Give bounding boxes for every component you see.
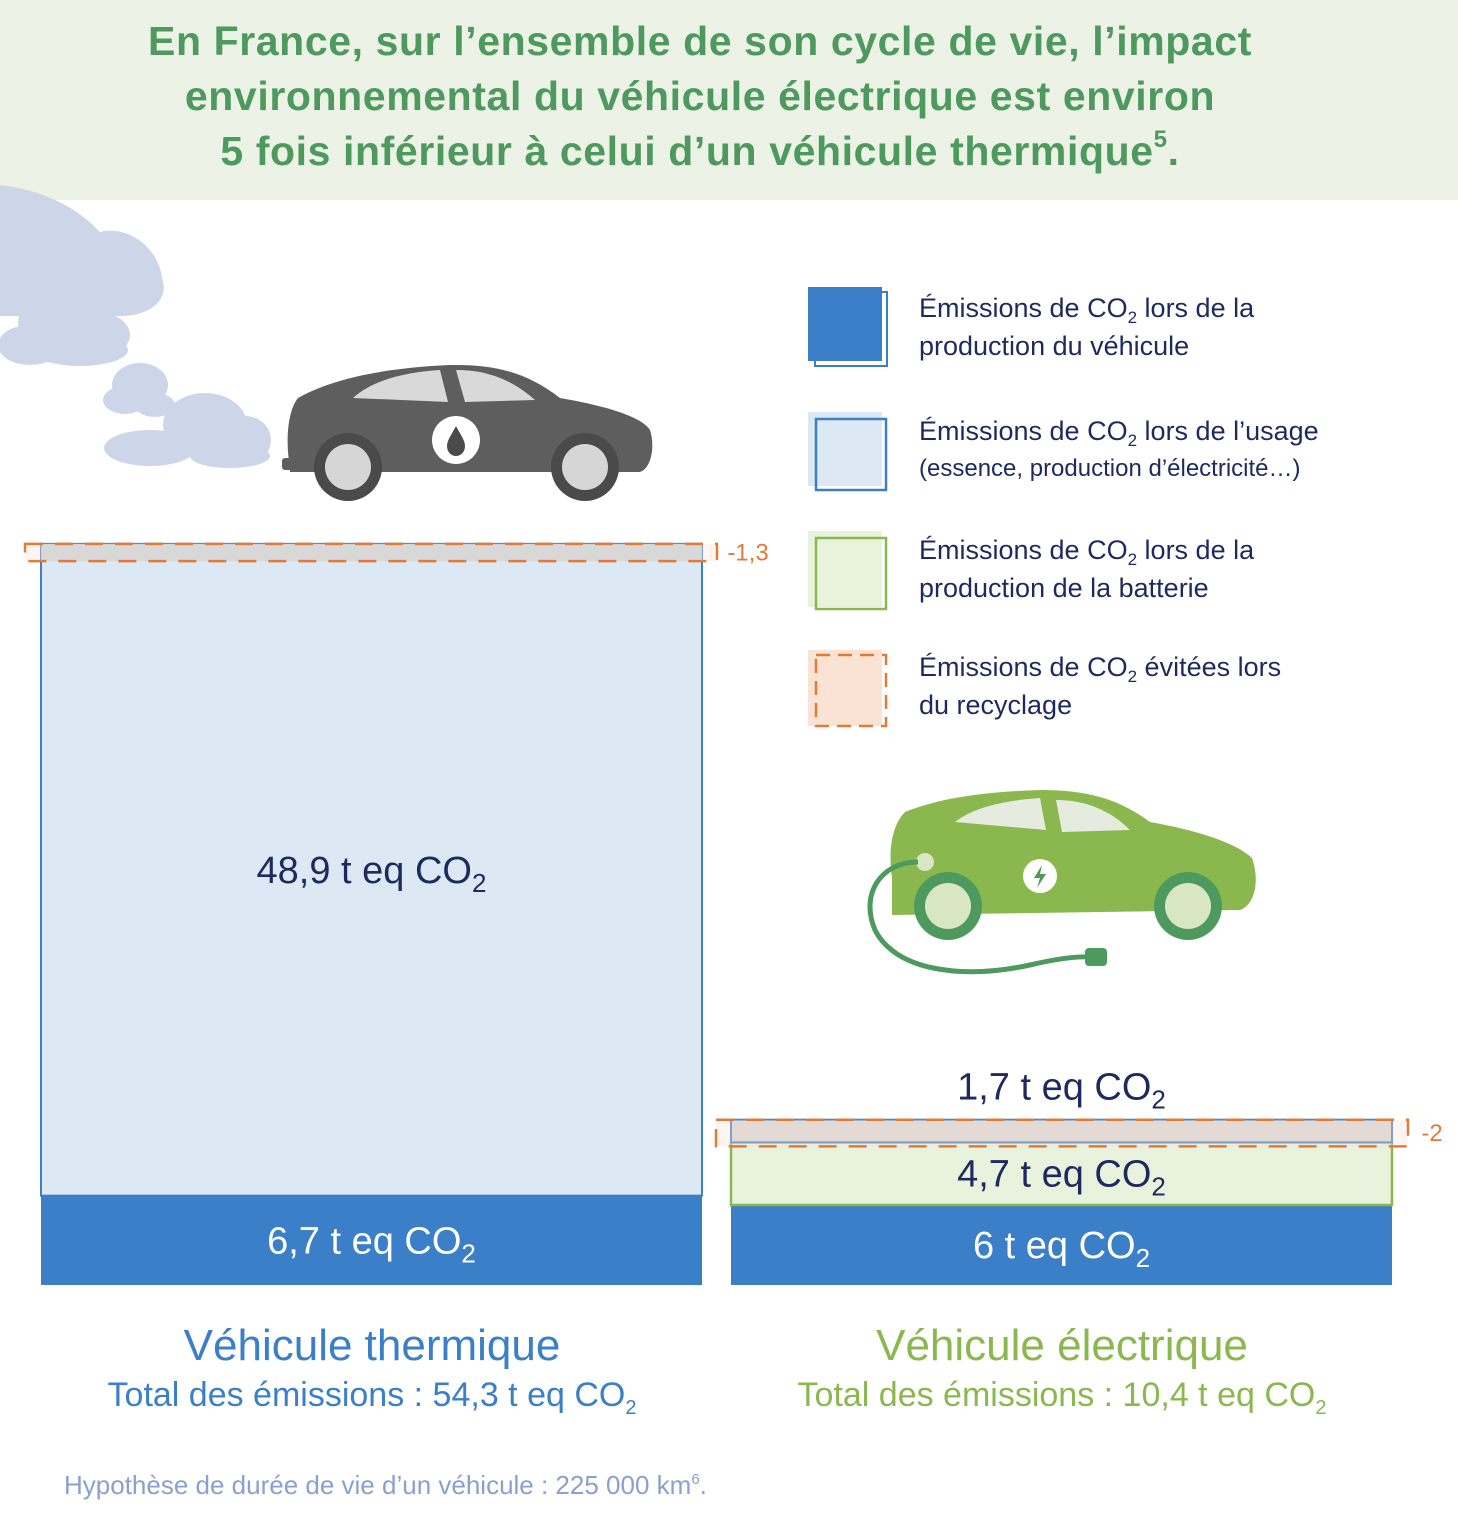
caption-total-text: Total des émissions : 54,3 t eq CO xyxy=(107,1376,626,1414)
legend-text-line2: production de la batterie xyxy=(919,573,1209,603)
headline-line-2: environnemental du véhicule électrique est environ xyxy=(184,73,1216,119)
value-label-thermique-recycling: -1,3 xyxy=(727,539,769,567)
value-label-electrique-recycling: -2 xyxy=(1421,1120,1443,1148)
legend-subscript: 2 xyxy=(1127,667,1138,686)
value-label-electrique-production: 6 t eq $CO_2$ xyxy=(972,1225,1151,1274)
caption-thermique-title: Véhicule thermique xyxy=(183,1321,561,1370)
value-label-electrique-battery: 4,7 t eq $CO_2$ xyxy=(957,1153,1166,1202)
footnote xyxy=(64,1470,707,1501)
caption-electrique-title: Véhicule électrique xyxy=(876,1321,1248,1370)
footnote-text: Hypothèse de durée de vie d’un véhicule : 225 000 km xyxy=(64,1470,692,1500)
value-label-thermique-usage: 48,9 t eq $CO_2$ xyxy=(256,849,487,898)
caption-total-subscript: 2 xyxy=(625,1397,637,1419)
legend-text: lors de la xyxy=(1137,535,1255,565)
caption-thermique-total xyxy=(22,1372,722,1418)
value-label-electrique-usage: 1,7 t eq $CO_2$ xyxy=(957,1066,1166,1115)
headline-footnote-mark: 5 xyxy=(1153,126,1168,153)
caption-electrique-total xyxy=(712,1372,1412,1418)
legend-text: Émissions de CO xyxy=(919,293,1128,323)
headline-end: . xyxy=(1167,128,1180,174)
legend-text: Émissions de CO xyxy=(919,416,1128,446)
footnote-end: . xyxy=(699,1470,707,1500)
caption-total-text: Total des émissions : 10,4 t eq CO xyxy=(797,1376,1316,1414)
footnote-mark: 6 xyxy=(691,1471,700,1488)
caption-thermique xyxy=(22,1320,722,1418)
caption-electrique xyxy=(712,1320,1412,1418)
legend-subscript: 2 xyxy=(1127,431,1138,450)
legend-text: Émissions de CO xyxy=(919,535,1128,565)
legend-text-line2: (essence, production d’électricité…) xyxy=(919,455,1301,482)
caption-total-subscript: 2 xyxy=(1315,1397,1327,1419)
legend-text: lors de la xyxy=(1137,293,1255,323)
headline-line-1: En France, sur l’ensemble de son cycle de vie, l’impact xyxy=(148,18,1252,64)
headline-line-3-text: 5 fois inférieur à celui d’un véhicule thermique xyxy=(220,128,1154,174)
bar-thermique-recycling-overlap xyxy=(41,544,702,561)
legend-text-line2: du recyclage xyxy=(919,690,1073,720)
bar-electrique-recycling-fill xyxy=(716,1120,1408,1147)
legend-subscript: 2 xyxy=(1127,308,1138,327)
legend-text: Émissions de CO xyxy=(919,652,1128,682)
legend-text: lors de l’usage xyxy=(1137,416,1319,446)
legend-text-line2: production du véhicule xyxy=(919,331,1190,361)
legend-subscript: 2 xyxy=(1127,550,1138,569)
value-label-thermique-production: 6,7 t eq $CO_2$ xyxy=(267,1220,476,1269)
legend-text: évitées lors xyxy=(1137,652,1282,682)
